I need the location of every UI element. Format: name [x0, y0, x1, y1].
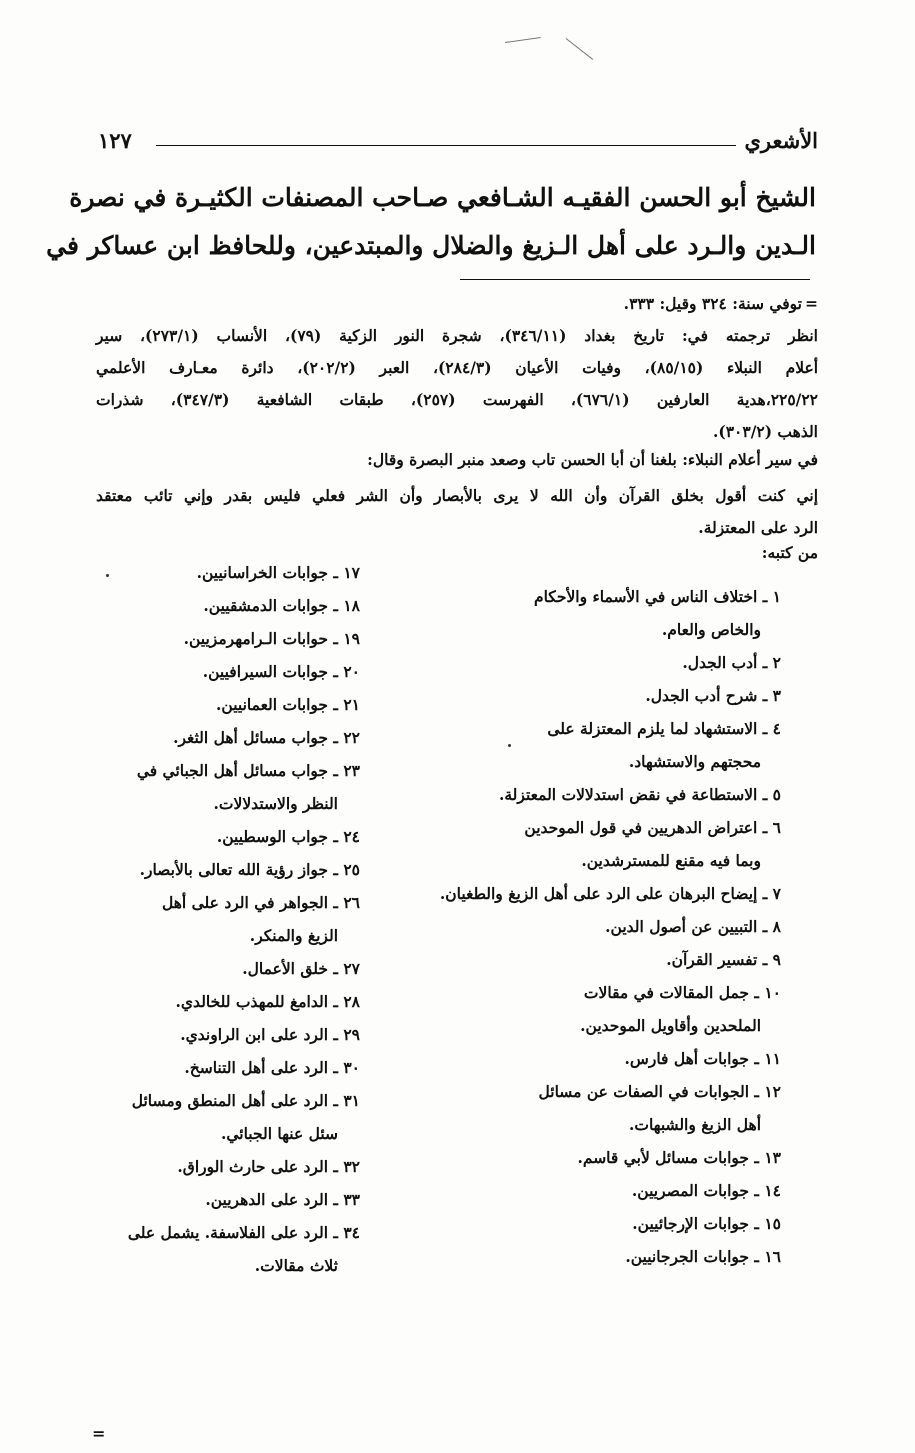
work-item: ١٨ ـ جوابات الدمشقيين.: [203, 596, 360, 615]
work-item: ٧ ـ إيضاح البرهان على الرد على أهل الزيغ والطغيان.: [439, 884, 781, 903]
sources-line: انظر ترجمته في: تاريخ بغداد (٣٤٦/١١)، شجرة النور الزكية (٧٩)، الأنساب (٢٧٣/١)، سير: [96, 326, 818, 345]
sources-line: ٢٢٥/٢٢،هدية العارفين (٦٧٦/١)، الفهرست (٢٥٧)، طبقات الشافعية (٣٤٧/٣)، شذرات: [96, 390, 818, 409]
work-item: ٢٦ ـ الجواهر في الرد على أهل: [162, 893, 360, 912]
work-item: ١١ ـ جوابات أهل فارس.: [624, 1049, 781, 1068]
work-item: ١٢ ـ الجوابات في الصفات عن مسائل: [538, 1082, 781, 1101]
work-item: ٥ ـ الاستطاعة في نقض استدلالات المعتزلة.: [498, 785, 781, 804]
work-item-continuation: والخاص والعام.: [661, 620, 761, 639]
work-item: ١٧ ـ جوابات الخراسانيين.: [196, 563, 360, 582]
scan-artifact-line: [566, 38, 593, 60]
work-item: ٢٧ ـ خلق الأعمال.: [242, 959, 360, 978]
work-item: ٢٨ ـ الدامغ للمهذب للخالدي.: [175, 992, 360, 1011]
work-item: ١٠ ـ جمل المقالات في مقالات: [583, 983, 781, 1002]
footnote-sources: [96, 320, 818, 448]
work-item: ٢٢ ـ جواب مسائل أهل الثغر.: [173, 728, 360, 747]
quote-line: الرد على المعتزلة.: [698, 518, 818, 537]
work-item: ٢٤ ـ جواب الوسطيين.: [216, 827, 360, 846]
quote-line: إني كنت أقول بخلق القرآن وأن الله لا يرى بالأبصار وأن الشر فعلي فليس بقدر وإني تائب معتقد: [96, 486, 818, 505]
scan-artifact-dot: [106, 574, 109, 577]
death-date: توفي سنة: ٣٢٤ وقيل: ٣٣٣.: [623, 294, 802, 313]
work-item: ٣٤ ـ الرد على الفلاسفة. يشمل على: [127, 1223, 360, 1242]
work-item: ١ ـ اختلاف الناس في الأسماء والأحكام: [533, 587, 781, 606]
footnote-rule: [460, 279, 810, 280]
page-number: ١٢٧: [98, 128, 132, 153]
main-text-line: الشيخ أبو الحسن الفقيـه الشـافعي صـاحب المصنفات الكثيـرة في نصرة: [69, 183, 816, 212]
siyar-line: في سير أعلام النبلاء: بلغنا أن أبا الحسن تاب وصعد منبر البصرة وقال:: [367, 450, 818, 469]
sources-line: أعلام النبلاء (٨٥/١٥)، وفيات الأعيان (٢٨٤/٣)، العبر (٢٠٢/٢)، دائرة معـارف الأعلمي: [96, 358, 818, 377]
work-item: ٢٣ ـ جواب مسائل أهل الجبائي في: [136, 761, 360, 780]
main-text-line: الـدين والـرد على أهل الـزيغ والضلال والمبتدعين، وللحافظ ابن عساكر في: [46, 231, 816, 260]
footnote-siyar: [96, 448, 818, 472]
work-item: ١٤ ـ جوابات المصريين.: [631, 1181, 781, 1200]
works-heading: من كتبه:: [761, 543, 818, 562]
works-list-left: [100, 556, 360, 1282]
page-header: [98, 128, 818, 160]
work-item: ٣٠ ـ الرد على أهل التناسخ.: [184, 1058, 360, 1077]
work-item-continuation: محجتهم والاستشهاد.: [628, 752, 761, 771]
work-item: ٢ ـ أدب الجدل.: [682, 653, 781, 672]
work-item: ٣٢ ـ الرد على حارث الوراق.: [177, 1157, 360, 1176]
footnote-quote: [96, 480, 818, 544]
footnote-death-line: [96, 288, 818, 320]
sources-line: الذهب (٣٠٣/٢).: [713, 422, 818, 441]
main-text: [46, 174, 816, 270]
work-item: ٢٥ ـ جواز رؤية الله تعالى بالأبصار.: [139, 860, 360, 879]
work-item: ١٩ ـ حوابات الـرامهرمزيين.: [183, 629, 360, 648]
work-item: ٤ ـ الاستشهاد لما يلزم المعتزلة على: [547, 719, 781, 738]
work-item: ٨ ـ التبيين عن أصول الدين.: [605, 917, 781, 936]
work-item: ٢١ ـ جوابات العمانيين.: [216, 695, 360, 714]
work-item: ٣ ـ شرح أدب الجدل.: [645, 686, 781, 705]
work-item-continuation: أهل الزيغ والشبهات.: [628, 1115, 761, 1134]
continuation-marker-bottom: =: [92, 1424, 106, 1443]
header-rule: [156, 145, 736, 146]
work-item-continuation: النظر والاستدلالات.: [213, 794, 338, 813]
work-item-continuation: سئل عنها الجبائي.: [220, 1124, 338, 1143]
work-item-continuation: الملحدين وأقاويل الموحدين.: [580, 1016, 761, 1035]
work-item: ٦ ـ اعتراض الدهريين في قول الموحدين: [524, 818, 781, 837]
work-item-continuation: ثلاث مقالات.: [254, 1256, 338, 1275]
continuation-marker: =: [805, 294, 818, 313]
work-item: ١٥ ـ جوابات الإرجائيين.: [632, 1214, 781, 1233]
works-list-right: [371, 580, 781, 1273]
work-item: ٢٠ ـ جوابات السيرافيين.: [202, 662, 360, 681]
scan-artifact-dot: [508, 744, 511, 747]
work-item-continuation: الزيغ والمنكر.: [249, 926, 338, 945]
footnotes: [96, 288, 818, 562]
running-title: الأشعري: [744, 128, 818, 153]
work-item-continuation: وبما فيه مقنع للمسترشدين.: [581, 851, 761, 870]
work-item: ١٦ ـ جوابات الجرجانيين.: [625, 1247, 781, 1266]
work-item: ٣١ ـ الرد على أهل المنطق ومسائل: [131, 1091, 360, 1110]
work-item: ٣٣ ـ الرد على الدهريين.: [205, 1190, 360, 1209]
work-item: ٢٩ ـ الرد على ابن الراوندي.: [180, 1025, 360, 1044]
scan-artifact-line: [505, 37, 541, 43]
work-item: ٩ ـ تفسير القرآن.: [666, 950, 781, 969]
work-item: ١٣ ـ جوابات مسائل لأبي قاسم.: [577, 1148, 781, 1167]
